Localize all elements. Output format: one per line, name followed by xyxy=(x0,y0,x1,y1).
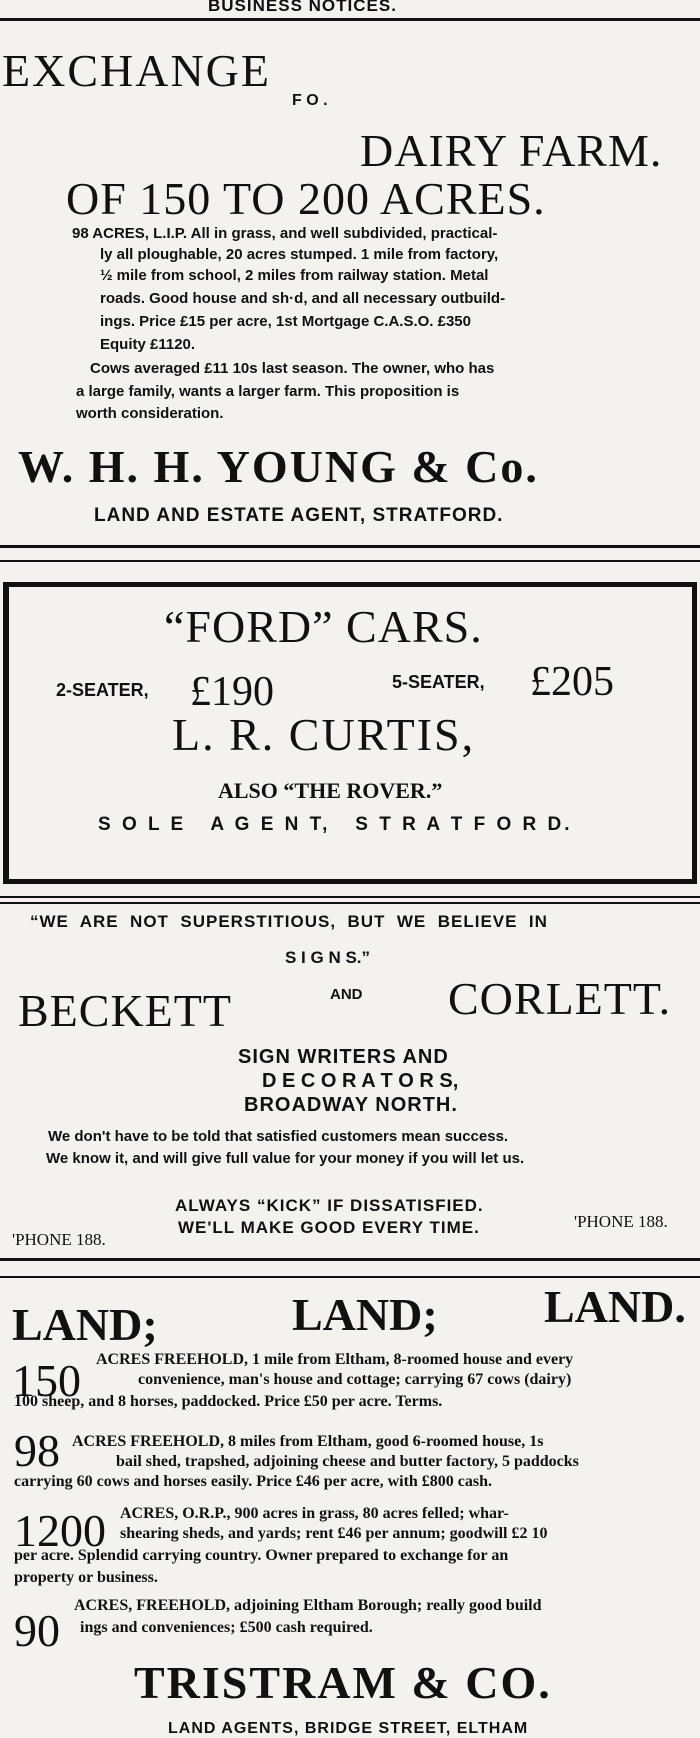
young-agent-line: LAND AND ESTATE AGENT, STRATFORD. xyxy=(94,505,504,526)
section-title: BUSINESS NOTICES. xyxy=(208,0,397,15)
fo-text: F O . xyxy=(292,92,328,109)
acres-heading: OF 150 TO 200 ACRES. xyxy=(66,173,546,224)
tristram-firm-name: TRISTRAM & CO. xyxy=(134,1657,552,1708)
tristram-footer: LAND AGENTS, BRIDGE STREET, ELTHAM xyxy=(168,1720,529,1737)
divider-rule xyxy=(0,560,700,562)
young-body-line: ½ mile from school, 2 miles from railway station. Metal xyxy=(100,267,489,284)
young-body-line: roads. Good house and sh·d, and all necessary outbuild- xyxy=(100,290,506,307)
divider-rule xyxy=(0,1258,700,1261)
young-body-line: Equity £1120. xyxy=(100,336,196,353)
phone-left: 'PHONE 188. xyxy=(12,1230,106,1249)
divider-rule xyxy=(0,1276,700,1278)
listing-line: ACRES FREEHOLD, 1 mile from Eltham, 8-roomed house and every xyxy=(96,1351,574,1368)
sole-agent-line: S O L E A G E N T, S T R A T F O R D. xyxy=(98,814,573,835)
slogan-line-2: S I G N S.” xyxy=(285,948,371,967)
always-line: ALWAYS “KICK” IF DISSATISFIED. xyxy=(175,1196,484,1215)
beckett-name: BECKETT xyxy=(18,985,232,1036)
listing-line: ings and conveniences; £500 cash required. xyxy=(80,1619,373,1636)
listing-line: carrying 60 cows and horses easily. Price £46 per acre, with £800 cash. xyxy=(14,1473,493,1490)
two-seater-label: 2-SEATER, xyxy=(56,680,149,700)
trade-line-2: D E C O R A T O R S, xyxy=(262,1070,459,1092)
divider-rule xyxy=(0,896,700,898)
corlett-name: CORLETT. xyxy=(448,973,672,1024)
divider-rule xyxy=(0,545,700,548)
listing-number: 90 xyxy=(14,1605,60,1656)
listing-line: 100 sheep, and 8 horses, paddocked. Price £50 per acre. Terms. xyxy=(14,1393,443,1410)
land-heading-3: LAND. xyxy=(544,1281,686,1332)
and-text: AND xyxy=(330,986,363,1003)
land-heading-2: LAND; xyxy=(292,1289,438,1340)
young-body-line: worth consideration. xyxy=(76,405,224,422)
promise-line-2: We know it, and will give full value for your money if you will let us. xyxy=(46,1150,525,1167)
divider-rule xyxy=(0,902,700,904)
young-body-line: ly all ploughable, 20 acres stumped. 1 mile from factory, xyxy=(100,246,499,263)
young-agent-name: W. H. H. YOUNG & Co. xyxy=(18,441,539,492)
listing-number: 150 xyxy=(12,1355,81,1406)
five-seater-price: £205 xyxy=(530,659,614,705)
listing-line: bail shed, trapshed, adjoining cheese and butter factory, 5 paddocks xyxy=(116,1453,579,1470)
dealer-name: L. R. CURTIS, xyxy=(172,709,476,760)
listing-line: ACRES, O.R.P., 900 acres in grass, 80 acres felled; whar- xyxy=(120,1505,509,1522)
slogan-line-1: “WE ARE NOT SUPERSTITIOUS, BUT WE BELIEVE IN xyxy=(30,912,548,931)
ford-title: “FORD” CARS. xyxy=(164,601,483,652)
promise-line-1: We don't have to be told that satisfied customers mean success. xyxy=(48,1128,509,1145)
trade-line-1: SIGN WRITERS AND xyxy=(238,1046,449,1068)
five-seater-label: 5-SEATER, xyxy=(392,672,485,692)
young-body-line: a large family, wants a larger farm. This proposition is xyxy=(76,383,460,400)
phone-right: 'PHONE 188. xyxy=(574,1212,668,1231)
listing-line: ACRES, FREEHOLD, adjoining Eltham Borough; really good build xyxy=(74,1597,542,1614)
young-body-line: ings. Price £15 per acre, 1st Mortgage C.A.S.O. £350 xyxy=(100,313,471,330)
header-rule xyxy=(0,18,700,21)
trade-line-3: BROADWAY NORTH. xyxy=(244,1094,458,1116)
listing-number: 98 xyxy=(14,1425,60,1476)
dairy-farm-heading: DAIRY FARM. xyxy=(360,125,663,176)
listing-line: shearing sheds, and yards; rent £46 per annum; goodwill £2 10 xyxy=(120,1525,548,1542)
two-seater-price: £190 xyxy=(190,669,274,715)
listing-line: per acre. Splendid carrying country. Owner prepared to exchange for an xyxy=(14,1547,509,1564)
listing-line: ACRES FREEHOLD, 8 miles from Eltham, good 6-roomed house, 1s xyxy=(72,1433,544,1450)
land-heading-1: LAND; xyxy=(12,1299,158,1350)
listing-number: 1200 xyxy=(14,1505,106,1556)
listing-line: property or business. xyxy=(14,1569,158,1586)
good-line: WE'LL MAKE GOOD EVERY TIME. xyxy=(178,1218,480,1237)
young-body-line: Cows averaged £11 10s last season. The owner, who has xyxy=(90,360,495,377)
also-rover: ALSO “THE ROVER.” xyxy=(218,778,443,803)
exchange-heading: EXCHANGE xyxy=(2,45,271,96)
listing-line: convenience, man's house and cottage; carrying 67 cows (dairy) xyxy=(138,1371,572,1388)
young-body-line: 98 ACRES, L.I.P. All in grass, and well subdivided, practical- xyxy=(72,225,498,242)
